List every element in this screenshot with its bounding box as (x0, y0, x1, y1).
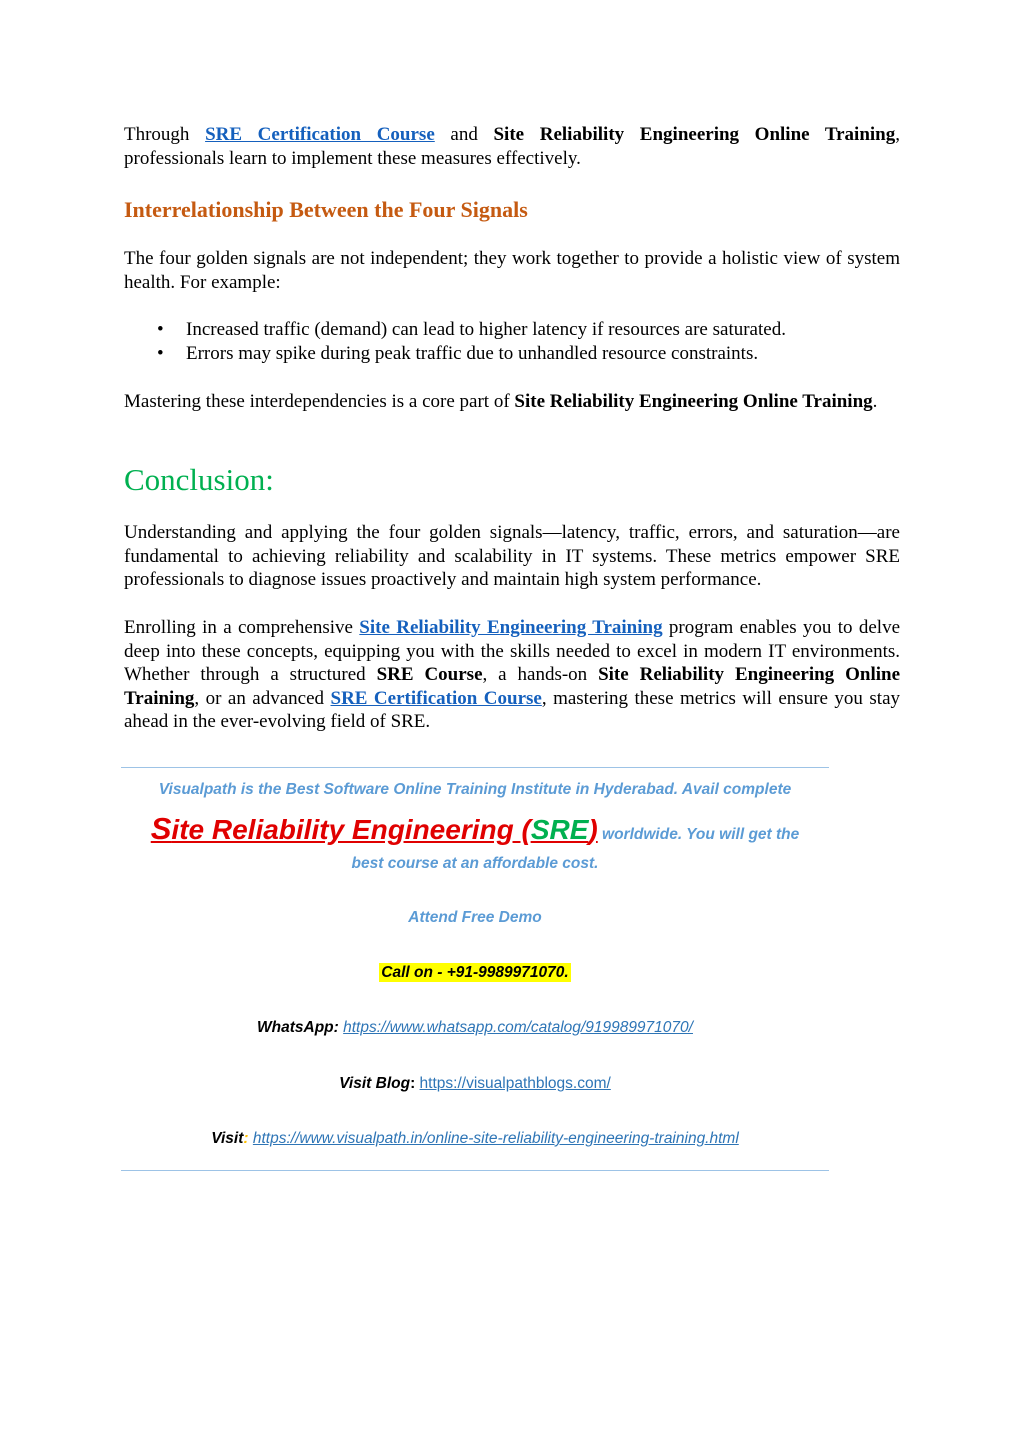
promo-line-2-tail: worldwide. You will get the (597, 826, 800, 843)
visit-label: Visit (211, 1130, 244, 1147)
text-run: , or an advanced (194, 687, 331, 709)
sre-certification-course-link[interactable]: SRE Certification Course (205, 124, 435, 145)
blog-colon: : (410, 1075, 416, 1092)
bullet-list (124, 318, 900, 366)
blog-label: Visit Blog (339, 1075, 411, 1092)
course-title-sre: SRE (530, 814, 589, 845)
footer-bottom-divider (121, 1170, 829, 1171)
promo-line-2 (121, 811, 829, 853)
interrelationship-heading: Interrelationship Between the Four Signals (124, 197, 528, 222)
footer-top-divider (121, 767, 829, 768)
visit-colon: : (243, 1130, 249, 1147)
course-title-close: ) (588, 814, 598, 845)
list-item-text: Errors may spike during peak traffic due to unhandled resource constraints. (186, 343, 759, 364)
list-item (124, 318, 900, 342)
bold-text: Site Reliability Engineering Online Training (124, 664, 900, 709)
sre-certification-course-link-2[interactable]: SRE Certification Course (330, 687, 542, 709)
bullet-icon: • (157, 343, 164, 364)
text-run: , professionals learn to implement these measures effectively. (124, 124, 901, 169)
course-title-text: ite Reliability Engineering ( (171, 814, 531, 845)
text-run: program enables you to delve deep into these concepts, equipping you with the skills needed to excel in modern IT environments. Whether through a structured (124, 617, 900, 685)
call-line (121, 964, 829, 982)
promo-line-1: Visualpath is the Best Software Online Training Institute in Hyderabad. Avail complete (158, 781, 792, 798)
visit-link[interactable]: https://www.visualpath.in/online-site-reliability-engineering-training.html (252, 1130, 739, 1147)
sre-training-link[interactable]: Site Reliability Engineering Training (359, 617, 663, 638)
phone-number: Call on - +91-9989971070. (381, 964, 569, 981)
whatsapp-link[interactable]: https://www.whatsapp.com/catalog/919989971070/ (343, 1019, 693, 1036)
intro-paragraph (124, 123, 900, 170)
course-title (150, 811, 598, 846)
text-run: . (872, 391, 878, 412)
text-run: Enrolling in a comprehensive (124, 617, 360, 638)
bold-text: Site Reliability Engineering Online Training (514, 391, 873, 412)
list-item (124, 342, 900, 366)
text-run: , a hands-on (482, 664, 599, 685)
bold-text: SRE Course (376, 664, 483, 685)
text-run: Through (124, 124, 206, 145)
course-title-initial: S (150, 811, 172, 846)
blog-link[interactable]: https://visualpathblogs.com/ (419, 1075, 611, 1092)
whatsapp-line (121, 1019, 829, 1037)
signals-paragraph: The four golden signals are not independent; they work together to provide a holistic view of system health. For example: (124, 248, 900, 293)
text-run: Mastering these interdependencies is a core part of (124, 391, 515, 412)
visit-line (121, 1130, 829, 1148)
list-item-text: Increased traffic (demand) can lead to higher latency if resources are saturated. (186, 319, 786, 340)
enrolling-paragraph (124, 616, 900, 734)
text-run: , mastering these metrics will ensure you stay ahead in the ever-evolving field of SRE. (124, 687, 901, 732)
blog-line (121, 1075, 829, 1093)
attend-demo-text: Attend Free Demo (408, 909, 542, 926)
whatsapp-label: WhatsApp: (257, 1019, 339, 1036)
bold-text: Site Reliability Engineering Online Training (493, 124, 896, 145)
promo-line-3: best course at an affordable cost. (351, 855, 599, 872)
mastering-paragraph (124, 390, 900, 414)
conclusion-heading: Conclusion: (124, 462, 274, 497)
bullet-icon: • (157, 319, 164, 340)
text-run: and (434, 124, 494, 145)
conclusion-paragraph: Understanding and applying the four golden signals—latency, traffic, errors, and saturation—are fundamental to achieving reliability and scalability in IT systems. These metrics empower SRE professionals to diagnose issues proactively and maintain high system performance. (124, 522, 900, 590)
